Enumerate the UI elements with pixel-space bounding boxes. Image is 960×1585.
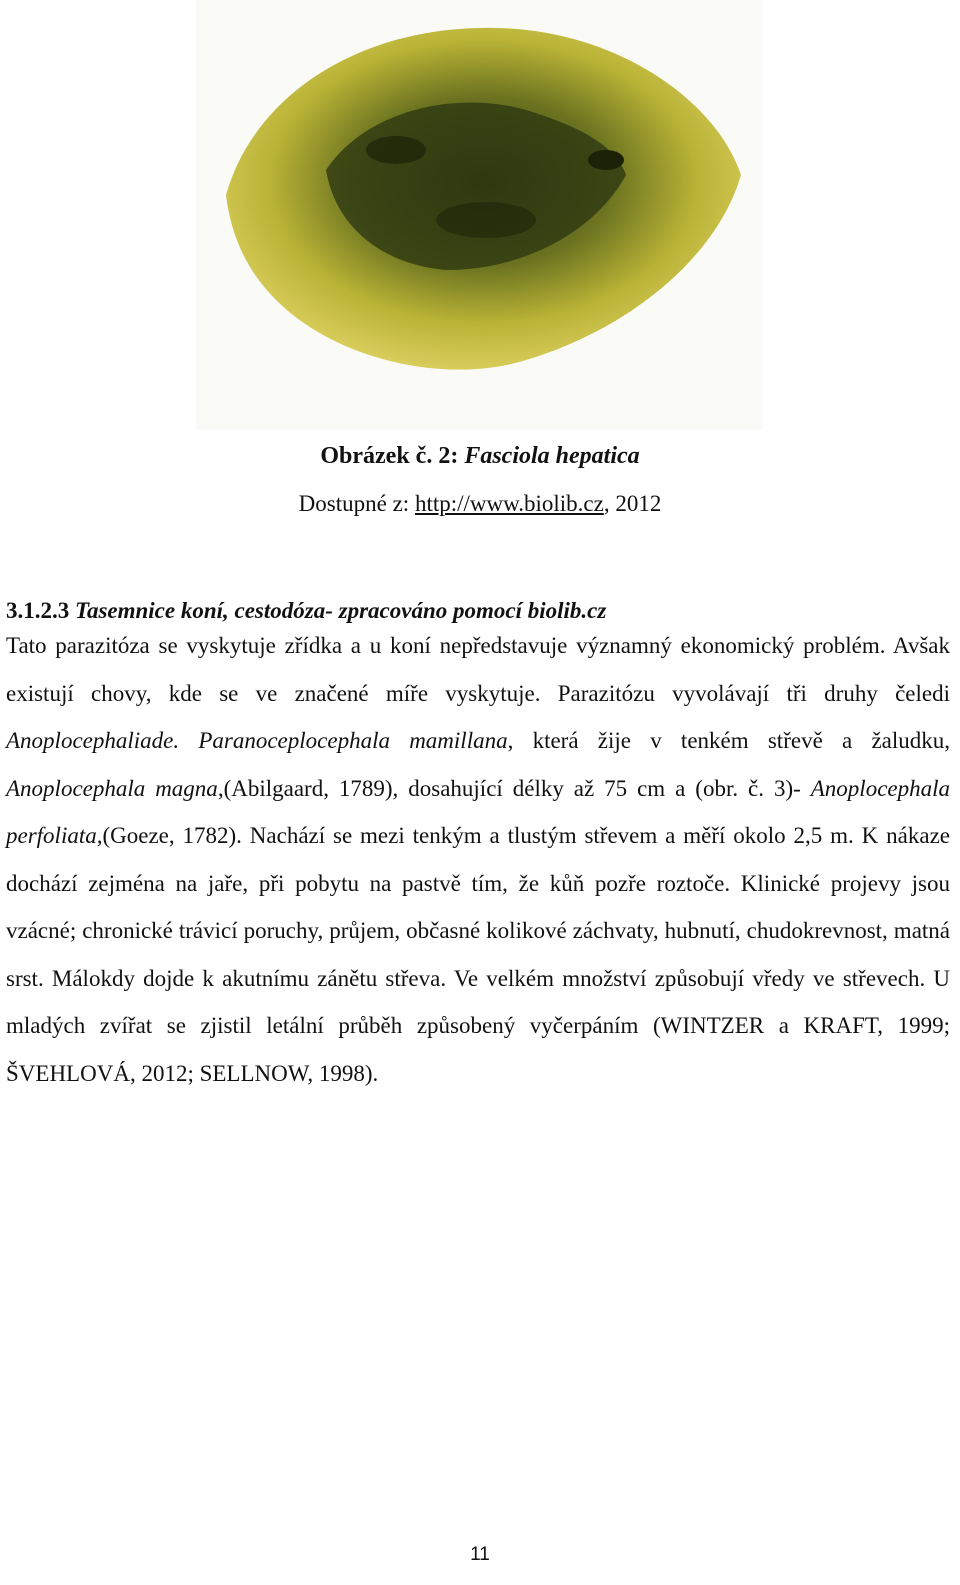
section-heading [6, 597, 606, 625]
figure-caption-source [0, 488, 960, 520]
section-number: 3.1.2.3 [6, 598, 75, 623]
caption-source-suffix: , 2012 [603, 491, 662, 516]
paragraph-text-1: Tato parazitóza se vyskytuje zřídka a u koní nepředstavuje významný ekonomický problém. Avšak existují chovy, kde se ve značené míře vyskytuje. Parazitózu vyvolávají tři druhy čeledi [6, 633, 950, 706]
paragraph-text-5: (Goeze, 1782). Nachází se mezi tenkým a tlustým střevem a měří okolo 2,5 m. K nákaze dochází zejména na jaře, při pobytu na pastvě tím, že kůň pozře roztoče. Klinické projevy jsou vzácné; chronické trávicí poruchy, průjem, občasné kolikové záchvaty, hubnutí, chudokrevnost, matná srst. Málokdy dojde k akutnímu zánětu střeva. Ve velkém množství způsobují vředy ve střevech. U mladých zvířat se zjistil letální průběh způsobený vyčerpáním (WINTZER a KRAFT, 1999; ŠVEHLOVÁ, 2012; SELLNOW, 1998). [6, 823, 950, 1086]
paragraph-family: Anoplocephaliade. [6, 728, 180, 753]
caption-source-prefix: Dostupné z: [298, 491, 415, 516]
fasciola-hepatica-image [196, 0, 762, 430]
figure-caption-title [0, 440, 960, 472]
body-paragraph [6, 622, 950, 1097]
fasciola-hepatica-figure [196, 0, 762, 430]
caption-species: Fasciola hepatica [464, 443, 640, 469]
paragraph-species-1: Paranoceplocephala mamillana [198, 728, 508, 753]
page-number: 11 [470, 1544, 490, 1565]
paragraph-text-2 [179, 728, 198, 753]
section-title: Tasemnice koní, cestodóza- zpracováno pomocí biolib.cz [75, 598, 607, 623]
caption-label: Obrázek č. 2: [320, 443, 465, 469]
paragraph-species-2: Anoplocephala magna [6, 775, 218, 801]
paragraph-species-3: Anoplocephala perfoliata, [6, 775, 950, 848]
paragraph-text-3: , která žije v tenkém střevě a žaludku, [507, 728, 951, 753]
caption-source-link[interactable]: http://www.biolib.cz [414, 491, 604, 516]
paragraph-text-4: ,(Abilgaard, 1789), dosahující délky až 75 cm a (obr. č. 3)- [217, 775, 811, 801]
